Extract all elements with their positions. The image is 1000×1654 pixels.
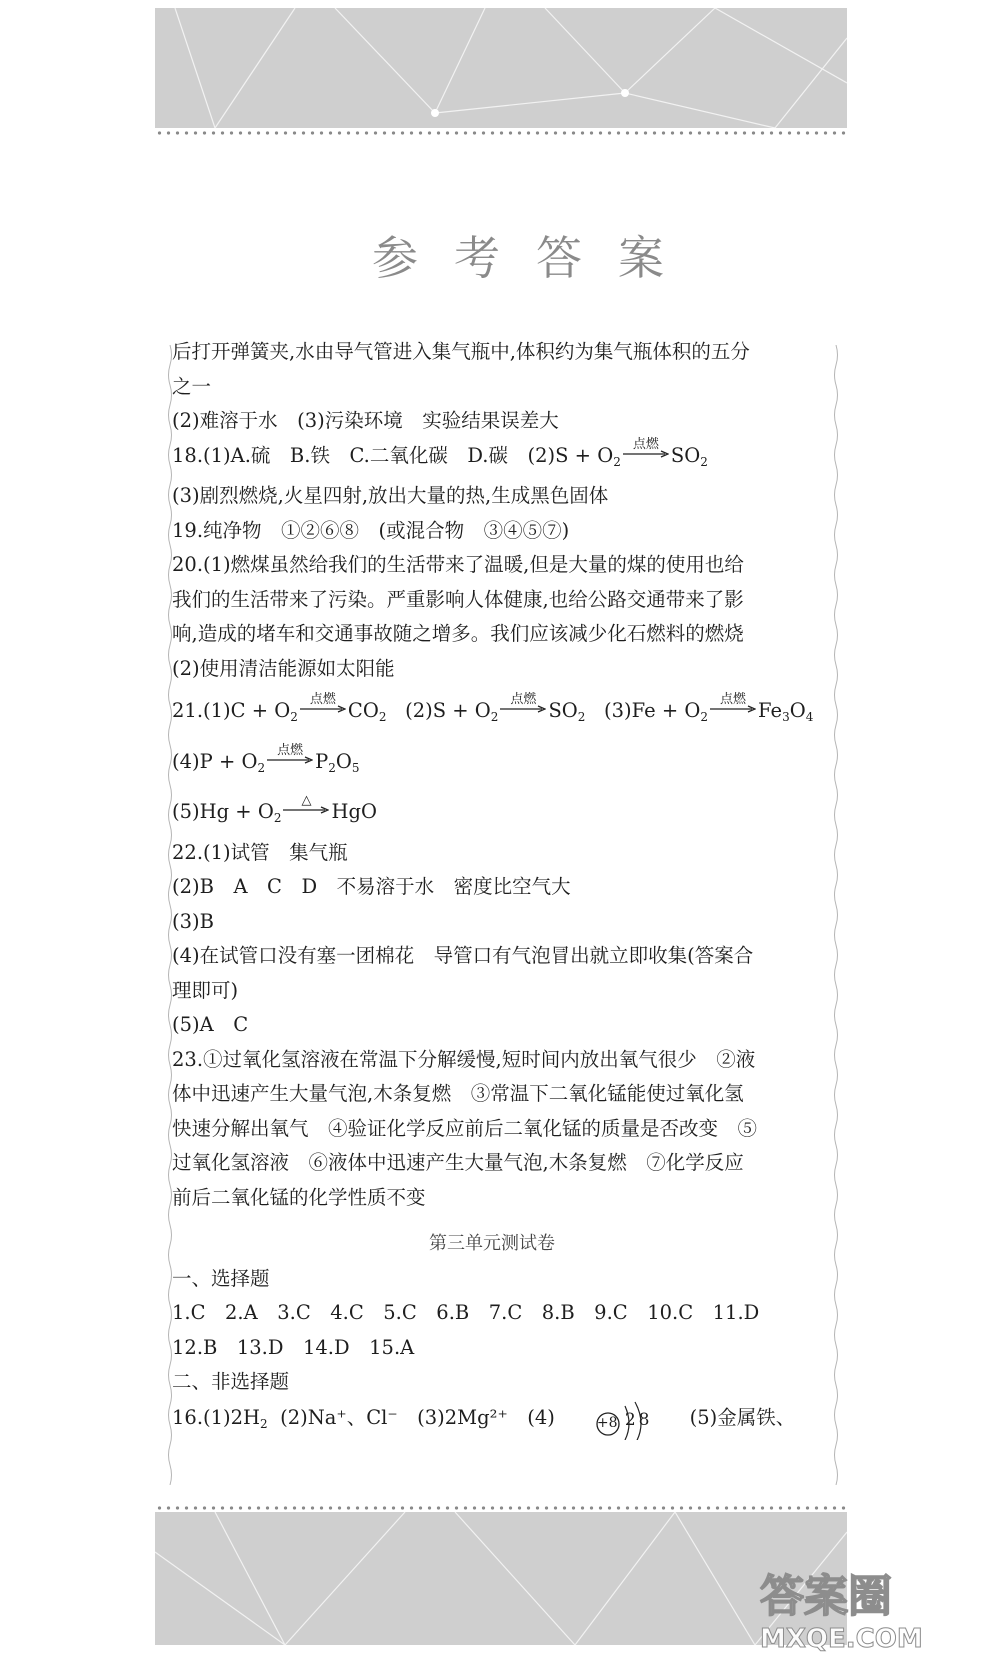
subsection-heading: 二、非选择题: [172, 1370, 290, 1393]
bottom-decorative-band: [155, 1512, 847, 1645]
text-line: 前后二氧化锰的化学性质不变: [172, 1185, 426, 1209]
atom-structure-diagram: [595, 1400, 665, 1440]
answer-18-line2: (3)剧烈燃烧,火星四射,放出大量的热,生成黑色固体: [172, 484, 609, 507]
atom-nucleus-charge: +8: [596, 1414, 618, 1431]
top-decorative-band: [155, 8, 847, 128]
answer-text: (4)P + O: [172, 749, 258, 773]
right-wavy-border: [833, 345, 839, 1485]
answer-text: SO: [670, 443, 701, 467]
answer-text: (2)S + O: [405, 699, 491, 722]
answer-text: HgO: [331, 800, 377, 823]
text-line: 12.B 13.D 14.D 15.A: [172, 1335, 415, 1359]
answer-text: (5)Hg + O: [172, 800, 274, 823]
text-line: 响,造成的堵车和交通事故随之增多。我们应该减少化石燃料的燃烧: [172, 622, 744, 645]
answer-text: CO: [347, 699, 379, 722]
text-line: (5)A C: [172, 1013, 249, 1036]
text-line: 20.(1)燃煤虽然给我们的生活带来了温暖,但是大量的煤的使用也给: [172, 553, 744, 576]
text-line: (2)难溶于水 (3)污染环境 实验结果误差大: [172, 409, 559, 432]
text-line: 后打开弹簧夹,水由导气管进入集气瓶中,体积约为集气瓶体积的五分: [172, 340, 750, 363]
reaction-arrow: [623, 436, 669, 464]
geometric-pattern: [155, 8, 847, 128]
text-line: 之一: [172, 374, 212, 398]
subsection-heading: 一、选择题: [172, 1266, 270, 1290]
text-line: 1.C 2.A 3.C 4.C 5.C 6.B 7.C 8.B 9.C 10.C 11.D: [172, 1301, 760, 1324]
answer-text: 21.(1)C + O: [172, 699, 291, 722]
answer-21-line2: $(4)P + O_2$ 点燃 $P_2O_5$: [172, 745, 812, 786]
answer-text: Fe: [758, 699, 783, 722]
answer-18-line1: 18.(1)A.硫 B.铁 C.二氧化碳 D.碳 $(2)S + O_2$ 点燃 $SO_2$: [172, 439, 812, 480]
answer-16: $16.(1)2H_2$ (2)Na⁺、Cl⁻ (3)2Mg²⁺ (4) +8 28 (5)金属铁、: [172, 1400, 812, 1442]
answer-text: SO: [548, 699, 578, 722]
dotted-divider: [155, 1505, 847, 1511]
page-title: 参考答案: [372, 231, 700, 285]
reaction-condition: 点燃: [309, 692, 336, 707]
reaction-arrow: [300, 692, 346, 719]
answer-text: (5)金属铁、: [689, 1405, 796, 1429]
watermark-text: 答案圈: [760, 1571, 892, 1622]
answer-text: P: [315, 749, 329, 773]
atom-shell-electrons: 28: [624, 1409, 653, 1430]
reaction-arrow: [267, 742, 313, 770]
reaction-condition: 点燃: [510, 692, 537, 707]
text-line: 22.(1)试管 集气瓶: [172, 840, 348, 864]
watermark-url: MXQE.COM: [760, 1624, 923, 1654]
reaction-condition: 点燃: [720, 692, 747, 707]
reaction-arrow: [500, 692, 546, 719]
answer-text: 16.(1)2H: [172, 1405, 261, 1429]
reaction-condition: 点燃: [632, 436, 659, 452]
answer-text: (3)Fe + O: [604, 699, 701, 722]
text-line: (3)B: [172, 909, 214, 933]
answer-content: [172, 335, 812, 1441]
answer-text: 18.(1)A.硫 B.铁 C.二氧化碳 D.碳 (2)S + O: [172, 443, 614, 467]
text-line: 体中迅速产生大量气泡,木条复燃 ③常温下二氧化锰能使过氧化氢: [172, 1082, 744, 1105]
text-line: 理即可): [172, 978, 239, 1002]
reaction-condition: 点燃: [277, 742, 304, 758]
text-line: (2)B A C D 不易溶于水 密度比空气大: [172, 875, 571, 898]
text-line: 过氧化氢溶液 ⑥液体中迅速产生大量气泡,木条复燃 ⑦化学反应: [172, 1151, 744, 1174]
answer-text: O: [335, 749, 352, 773]
answer-21-line3: $(5)Hg + O_2$ △ HgO: [172, 795, 812, 836]
reaction-arrow: [710, 692, 756, 719]
dotted-divider: [155, 130, 847, 136]
answer-text: O: [789, 699, 806, 722]
text-line: (4)在试管口没有塞一团棉花 导管口有气泡冒出就立即收集(答案合: [172, 944, 754, 967]
text-line: (2)使用清洁能源如太阳能: [172, 656, 395, 680]
answer-21-line1: $21.(1)C + O_2$ 点燃 $CO_2$ $(2)S + O_2$ 点燃 $SO_2$ $(3)Fe + O_2$ 点燃 $Fe_3O_4$: [172, 694, 812, 735]
text-line: 23.①过氧化氢溶液在常温下分解缓慢,短时间内放出氧气很少 ②液: [172, 1047, 756, 1071]
section-heading: 第三单元测试卷: [429, 1233, 555, 1254]
answer-19: 19.纯净物 ①②⑥⑧ (或混合物 ③④⑤⑦): [172, 518, 570, 542]
geometric-pattern: [155, 1512, 847, 1645]
watermark-logo: [760, 1560, 923, 1654]
answer-text: (2)Na⁺、Cl⁻ (3)2Mg²⁺ (4): [280, 1405, 555, 1429]
text-line: 我们的生活带来了污染。严重影响人体健康,也给公路交通带来了影: [172, 587, 744, 611]
text-line: 快速分解出氧气 ④验证化学反应前后二氧化锰的质量是否改变 ⑤: [172, 1116, 758, 1140]
reaction-condition: △: [301, 793, 312, 808]
reaction-arrow: [283, 793, 329, 820]
